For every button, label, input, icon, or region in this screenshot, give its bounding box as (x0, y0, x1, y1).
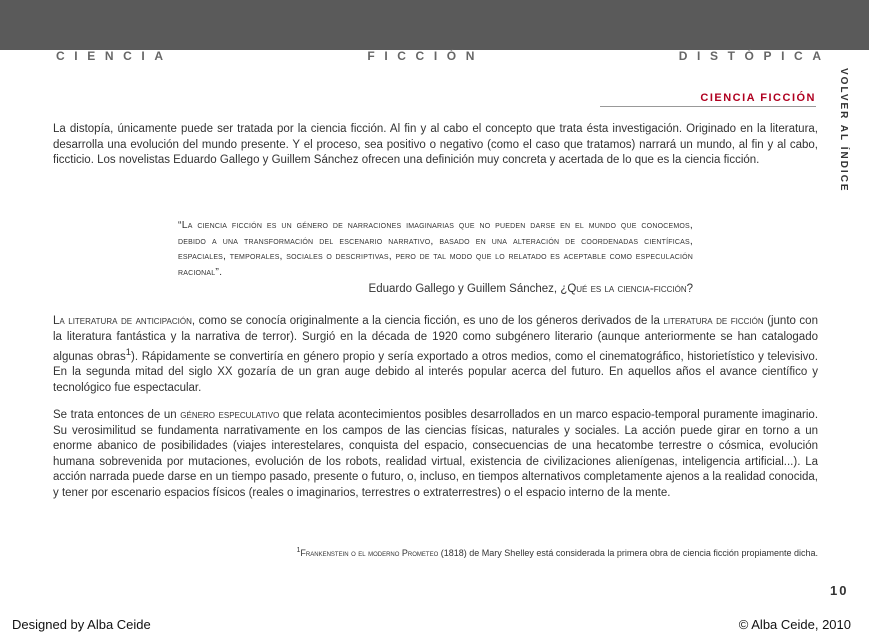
paragraph-speculative (53, 408, 818, 501)
title-word-1: C I E N C I A (56, 49, 163, 63)
term-anticipation: La literatura de anticipación (53, 315, 192, 327)
block-quote (178, 218, 693, 280)
footnote-marker: 1 (296, 547, 301, 554)
quote-source: ¿Qué es la ciencia-ficción? (560, 283, 693, 295)
back-to-index-link[interactable]: VOLVER AL ÍNDICE (838, 68, 849, 193)
term-speculative: género especulativo (180, 409, 280, 421)
paragraph-anticipation (53, 314, 818, 396)
title-word-2: F I C C I Ó N (367, 49, 475, 63)
term-fiction: literatura de ficción (663, 315, 764, 327)
footer-copyright: © Alba Ceide, 2010 (738, 617, 851, 632)
footnote (290, 547, 818, 558)
text-segment: que relata acontecimientos posibles desarrollados en un marco espacio-temporal puramente imaginario. Su verosimilitud se fundamenta narrativamente en los campos de las ciencias físicas, naturales y sociales. La acción puede girar en torno a un enorme abanico de posibilidades (viajes interestelares, conquista del espacio, consecuencias de una hecatombe terrestre o cósmica, evolución humana sobrevenida por mutaciones, evolución de los robots, realidad virtual, existencia de civilizaciones alienígenas, inteligencia artificial...). La acción narrada puede darse en un tiempo pasado, presente o futuro, o, incluso, en tiempos alternativos completamente ajenos a la realidad conocida, y tener por escenario espacios físicos (reales o imaginarios, terrestres o extraterrestres) o el espacio interno de la mente. (53, 409, 819, 499)
text-segment: , como se conocía originalmente a la ciencia ficción, es uno de los géneros derivados de la (191, 315, 664, 327)
text-segment: ). Rápidamente se convertiría en género propio y sería exportado a otros medios, como el cinematográfico, historietístico y televisivo. En la segunda mitad del siglo XX gozaría de un gran auge debido al interés popular acerca del futuro. En aquellos años el avance científico y tecnológico fue espectacular. (53, 350, 818, 394)
footnote-title: Frankenstein o el moderno Prometeo (300, 548, 439, 558)
document-title (56, 49, 821, 63)
section-heading: CIENCIA FICCIÓN (600, 92, 816, 107)
page-number: 10 (830, 583, 849, 598)
quote-text: “La ciencia ficción es un género de narraciones imaginarias que no pueden darse en el mundo que conocemos, debido a una transformación del escenario narrativo, basado en una alteración de coordenadas científicas, espaciales, temporales, sociales o descriptivas, pero de tal modo que lo relatado es aceptable como especulación racional”. (178, 219, 693, 278)
paragraph-intro: La distopía, únicamente puede ser tratada por la ciencia ficción. Al fin y al cabo el concepto que trata ésta investigación. Originado en la literatura, desarrolla una evolución del mundo presente. Y el proceso, sea positivo o negativo (como el caso que tratamos) narrará un mundo, al fin y al cabo, ficcticio. Los novelistas Eduardo Gallego y Guillem Sánchez ofrecen una definición muy concreta y acertada de lo que es la ciencia ficción. (53, 123, 818, 166)
top-banner (0, 0, 869, 50)
text-segment: (junto con la literatura fantástica y la narrativa de terror). Surgió en la década de 1920 como subgénero literario (aunque anteriormente se han catalogado algunas obras (53, 315, 818, 363)
quote-author: Eduardo Gallego y Guillem Sánchez, (368, 283, 561, 295)
quote-attribution (178, 283, 693, 295)
text-segment: Se trata entonces de un (53, 409, 181, 421)
footnote-text: (1818) de Mary Shelley está considerada la primera obra de ciencia ficción propiamente dicha. (438, 548, 818, 558)
footnote-reference[interactable]: 1 (125, 347, 132, 358)
footer-credit: Designed by Alba Ceide (12, 617, 151, 632)
title-word-3: D I S T Ó P I C A (678, 49, 821, 63)
